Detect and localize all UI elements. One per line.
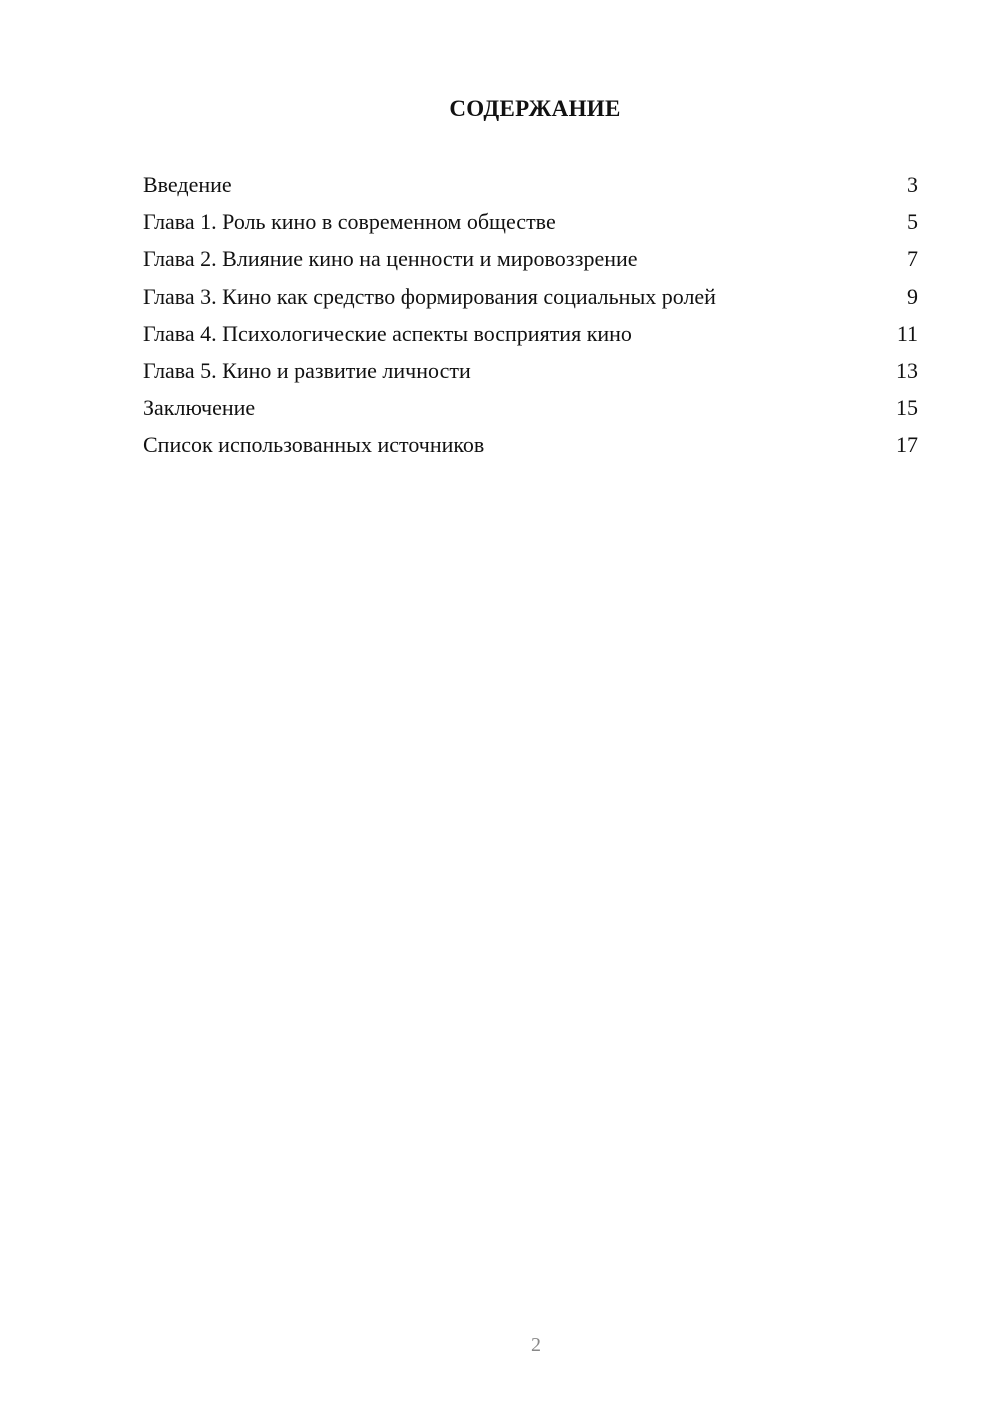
toc-entry-chapter-4 <box>143 317 918 354</box>
toc-entry-label: Глава 5. Кино и развитие личности <box>143 357 471 383</box>
page-number: 2 <box>531 1334 541 1356</box>
toc-entry-page: 17 <box>896 432 918 458</box>
toc-entry-label: Список использованных источников <box>143 432 485 458</box>
toc-entry-label: Заключение <box>143 395 256 421</box>
toc-entry-chapter-3 <box>143 280 918 317</box>
table-of-contents <box>143 168 918 466</box>
toc-entry-label: Глава 1. Роль кино в современном обществе <box>143 209 556 235</box>
toc-entry-page: 13 <box>896 357 918 383</box>
toc-entry-label: Введение <box>143 172 232 197</box>
toc-entry-chapter-1 <box>143 205 918 242</box>
toc-entry-label: Глава 2. Влияние кино на ценности и мировоззрение <box>143 246 638 272</box>
toc-entry-page: 9 <box>907 283 918 309</box>
toc-entry-page: 3 <box>907 172 918 197</box>
toc-entry-chapter-2 <box>143 242 918 279</box>
toc-entry-page: 7 <box>907 246 918 272</box>
page-title: СОДЕРЖАНИЕ <box>449 96 621 121</box>
toc-entry-introduction <box>143 168 918 205</box>
toc-entry-label: Глава 3. Кино как средство формирования социальных ролей <box>143 283 716 309</box>
toc-entry-page: 11 <box>896 320 918 346</box>
toc-entry-label: Глава 4. Психологические аспекты восприятия кино <box>143 320 632 346</box>
toc-entry-chapter-5 <box>143 354 918 391</box>
toc-entry-page: 5 <box>907 209 918 235</box>
toc-entry-page: 15 <box>896 395 918 421</box>
toc-entry-references <box>143 428 918 465</box>
toc-entry-conclusion <box>143 391 918 428</box>
